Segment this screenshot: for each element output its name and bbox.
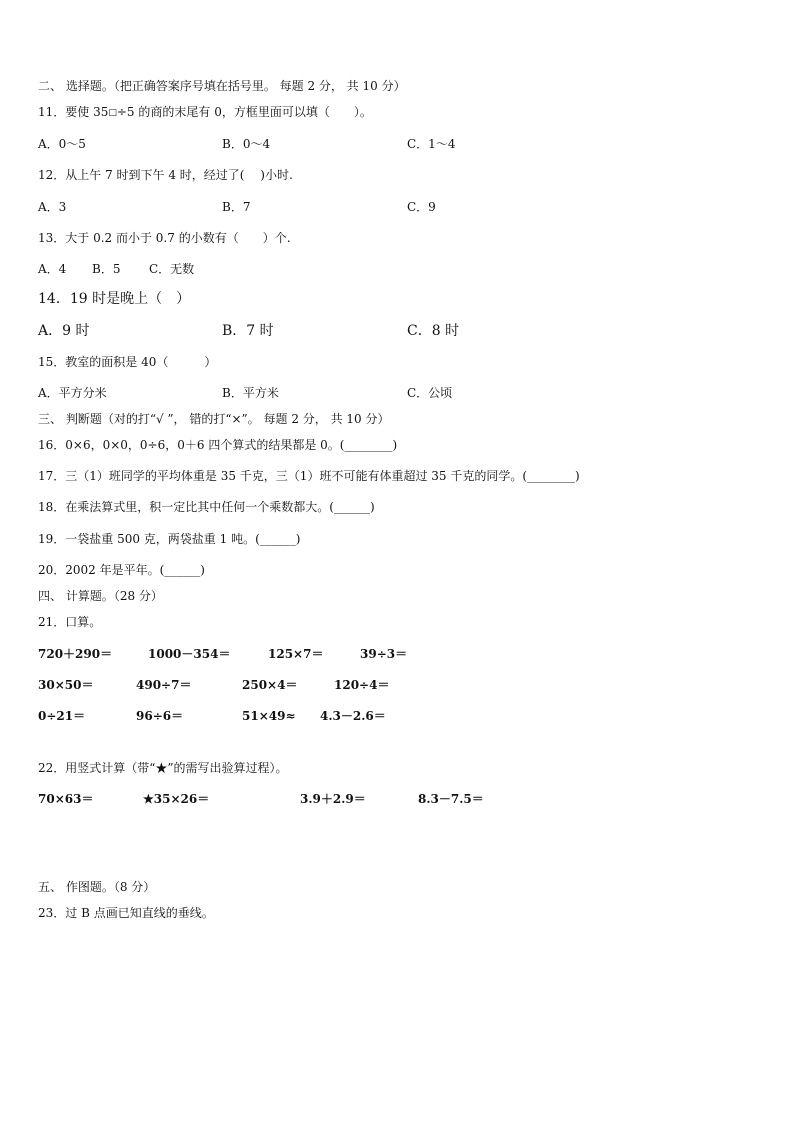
oral-calc-item: 250×4＝ bbox=[242, 678, 298, 692]
question-14-option-a: A．9 时 bbox=[38, 323, 90, 339]
question-11-stem-b: ÷5 的商的末尾有 0，方框里面可以填（ ）。 bbox=[116, 105, 372, 119]
oral-calc-item: 4.3－2.6＝ bbox=[320, 709, 386, 723]
oral-calc-item: 125×7＝ bbox=[268, 647, 324, 661]
oral-calc-item: 0÷21＝ bbox=[38, 709, 86, 723]
question-16: 16．0×6，0×0，0÷6，0＋6 四个算式的结果都是 0。(________) bbox=[38, 438, 398, 452]
vertical-calc-item: 3.9＋2.9＝ bbox=[300, 792, 366, 806]
section-3-heading: 三、 判断题（对的打“√ ”， 错的打“×”。 每题 2 分， 共 10 分） bbox=[38, 412, 390, 426]
question-11-stem-a: 11．要使 35 bbox=[38, 105, 109, 119]
question-23: 23．过 B 点画已知直线的垂线。 bbox=[38, 906, 214, 920]
vertical-calc-item: ★35×26＝ bbox=[143, 792, 210, 806]
question-20: 20．2002 年是平年。(______) bbox=[38, 563, 205, 577]
section-4-heading: 四、 计算题。（28 分） bbox=[38, 589, 163, 603]
oral-calc-item: 720＋290＝ bbox=[38, 647, 113, 661]
question-15-option-c: C．公顷 bbox=[407, 386, 453, 400]
section-5-heading: 五、 作图题。（8 分） bbox=[38, 880, 156, 894]
question-12-option-a: A．3 bbox=[38, 200, 67, 214]
question-15-option-b: B．平方米 bbox=[222, 386, 279, 400]
question-12-option-b: B．7 bbox=[222, 200, 251, 214]
question-14-option-b: B．7 时 bbox=[222, 323, 274, 339]
question-13: 13．大于 0.2 而小于 0.7 的小数有（ ）个. bbox=[38, 231, 291, 245]
vertical-calc-item: 70×63＝ bbox=[38, 792, 94, 806]
oral-calc-item: 1000－354＝ bbox=[148, 647, 231, 661]
question-11-option-a: A．0～5 bbox=[38, 137, 86, 151]
oral-calc-item: 51×49≈ bbox=[242, 709, 296, 723]
question-19: 19．一袋盐重 500 克，两袋盐重 1 吨。(______) bbox=[38, 532, 301, 546]
oral-calc-item: 96÷6＝ bbox=[136, 709, 184, 723]
oral-calc-item: 120÷4＝ bbox=[334, 678, 390, 692]
question-12-option-c: C．9 bbox=[407, 200, 436, 214]
section-2-heading: 二、 选择题。（把正确答案序号填在括号里。 每题 2 分， 共 10 分） bbox=[38, 79, 406, 93]
question-11-option-c: C．1～4 bbox=[407, 137, 456, 151]
oral-calc-item: 490÷7＝ bbox=[136, 678, 192, 692]
question-22: 22．用竖式计算（带“★”的需写出验算过程）。 bbox=[38, 761, 288, 775]
blank-box-icon: □ bbox=[108, 108, 117, 118]
question-15: 15．教室的面积是 40（ ） bbox=[38, 355, 217, 369]
question-18: 18．在乘法算式里，积一定比其中任何一个乘数都大。(______) bbox=[38, 500, 375, 514]
question-13-option-b: B．5 bbox=[92, 262, 121, 276]
question-21: 21．口算。 bbox=[38, 615, 102, 629]
question-12: 12．从上午 7 时到下午 4 时，经过了( )小时. bbox=[38, 168, 293, 182]
oral-calc-item: 30×50＝ bbox=[38, 678, 94, 692]
question-13-option-a: A．4 bbox=[38, 262, 67, 276]
question-17: 17．三（1）班同学的平均体重是 35 千克，三（1）班不可能有体重超过 35 千克的同学。(________) bbox=[38, 469, 580, 483]
question-15-option-a: A．平方分米 bbox=[38, 386, 107, 400]
question-13-option-c: C．无数 bbox=[149, 262, 195, 276]
question-14: 14．19 时是晚上（ ） bbox=[38, 291, 191, 307]
vertical-calc-item: 8.3－7.5＝ bbox=[418, 792, 484, 806]
question-14-option-c: C．8 时 bbox=[407, 323, 460, 339]
question-11-option-b: B．0～4 bbox=[222, 137, 271, 151]
oral-calc-item: 39÷3＝ bbox=[360, 647, 408, 661]
question-11 bbox=[38, 104, 372, 121]
